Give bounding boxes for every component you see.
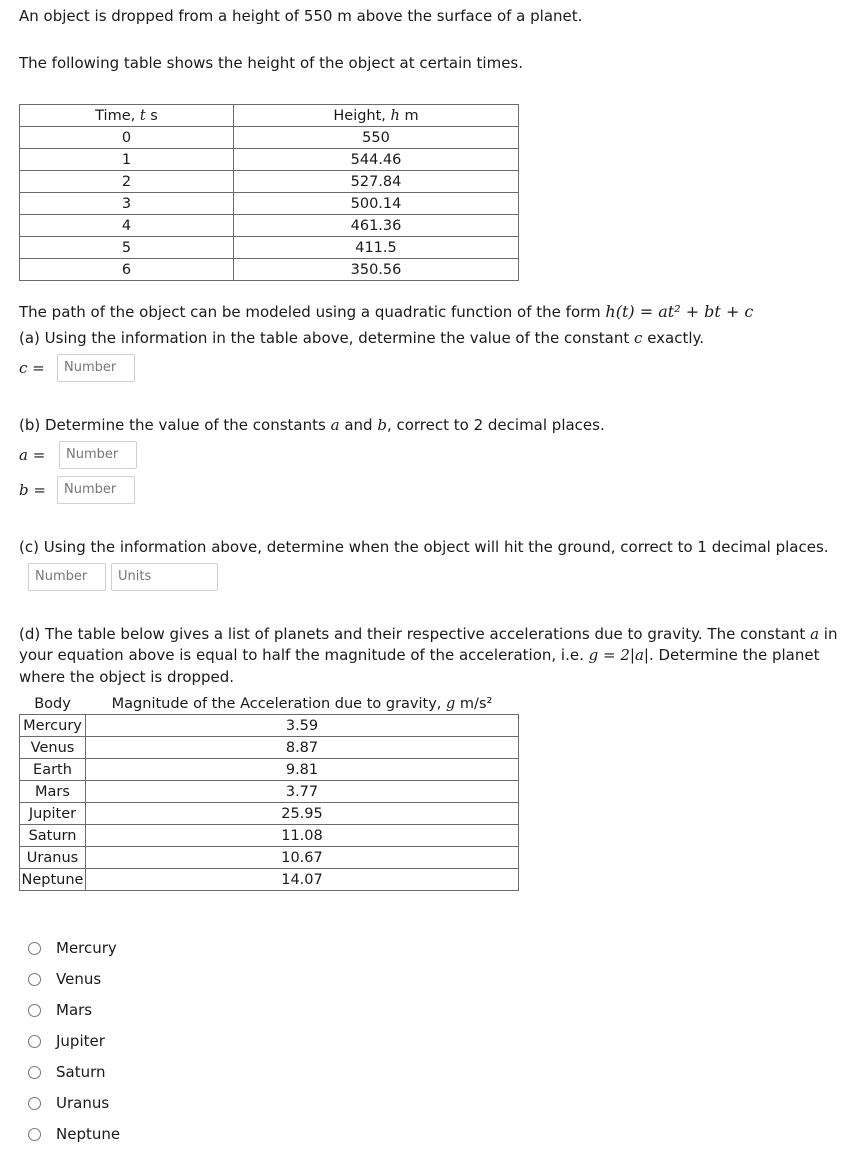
time-number-input[interactable]: Number (28, 563, 106, 591)
body-cell: Mercury (20, 715, 86, 737)
time-header: Time, t s (20, 105, 234, 127)
gravity-cell: 8.87 (86, 737, 519, 759)
gravity-table (19, 693, 519, 891)
gravity-table-header (20, 693, 519, 715)
radio-button[interactable] (28, 1035, 41, 1048)
body-header: Body (34, 695, 71, 712)
time-cell: 2 (20, 171, 234, 193)
part-b-question: (b) Determine the value of the constants a and b, correct to 2 decimal places. (19, 416, 605, 434)
part-a-question: (a) Using the information in the table above, determine the value of the constant c exactly. (19, 329, 705, 347)
time-cell: 3 (20, 193, 234, 215)
height-header: Height, h m (234, 105, 519, 127)
table-row (20, 259, 519, 281)
table-row (20, 237, 519, 259)
a-label: a = (19, 446, 46, 464)
time-cell: 5 (20, 237, 234, 259)
gravity-cell: 3.59 (86, 715, 519, 737)
gravity-cell: 3.77 (86, 781, 519, 803)
acceleration-header: Magnitude of the Acceleration due to gravity, g m/s² (111, 695, 493, 712)
option-mercury[interactable]: Mercury (28, 938, 117, 958)
body-cell: Uranus (20, 847, 86, 869)
table-row (20, 803, 519, 825)
part-c-question: (c) Using the information above, determine when the object will hit the ground, correct to 1 decimal places. (19, 538, 829, 556)
c-input[interactable]: Number (57, 354, 135, 382)
radio-button[interactable] (28, 1004, 41, 1017)
option-uranus[interactable]: Uranus (28, 1093, 109, 1113)
body-cell: Saturn (20, 825, 86, 847)
radio-button[interactable] (28, 942, 41, 955)
height-table (19, 104, 519, 281)
table-row (20, 127, 519, 149)
height-cell: 461.36 (234, 215, 519, 237)
time-cell: 0 (20, 127, 234, 149)
time-cell: 1 (20, 149, 234, 171)
gravity-cell: 11.08 (86, 825, 519, 847)
intro-text: An object is dropped from a height of 550 m above the surface of a planet. (19, 7, 583, 25)
table-row (20, 869, 519, 891)
table-row (20, 193, 519, 215)
table-row (20, 781, 519, 803)
height-cell: 550 (234, 127, 519, 149)
time-cell: 4 (20, 215, 234, 237)
body-cell: Venus (20, 737, 86, 759)
option-neptune[interactable]: Neptune (28, 1124, 120, 1144)
table-row (20, 737, 519, 759)
radio-button[interactable] (28, 973, 41, 986)
time-cell: 6 (20, 259, 234, 281)
table-row (20, 715, 519, 737)
body-cell: Earth (20, 759, 86, 781)
table-row (20, 149, 519, 171)
part-d-line-1: (d) The table below gives a list of planets and their respective accelerations due to gravity. The constant a in (19, 625, 838, 643)
option-saturn[interactable]: Saturn (28, 1062, 106, 1082)
radio-button[interactable] (28, 1066, 41, 1079)
time-units-input[interactable]: Units (111, 563, 218, 591)
body-cell: Mars (20, 781, 86, 803)
table-row (20, 215, 519, 237)
gravity-cell: 9.81 (86, 759, 519, 781)
table-intro-text: The following table shows the height of the object at certain times. (19, 54, 524, 72)
height-cell: 544.46 (234, 149, 519, 171)
b-input[interactable]: Number (57, 476, 135, 504)
gravity-cell: 14.07 (86, 869, 519, 891)
table-row (20, 847, 519, 869)
radio-button[interactable] (28, 1097, 41, 1110)
height-cell: 411.5 (234, 237, 519, 259)
body-cell: Jupiter (20, 803, 86, 825)
model-text: The path of the object can be modeled using a quadratic function of the form (19, 303, 601, 321)
radio-button[interactable] (28, 1128, 41, 1141)
option-mars[interactable]: Mars (28, 1000, 92, 1020)
table-row (20, 825, 519, 847)
body-cell: Neptune (20, 869, 86, 891)
option-venus[interactable]: Venus (28, 969, 101, 989)
part-d-line-3: where the object is dropped. (19, 668, 235, 686)
part-d-line-2: your equation above is equal to half the magnitude of the acceleration, i.e. g = 2|a|. Determine the planet (19, 646, 820, 664)
option-jupiter[interactable]: Jupiter (28, 1031, 105, 1051)
height-table-header (20, 105, 519, 127)
a-input[interactable]: Number (59, 441, 137, 469)
table-row (20, 759, 519, 781)
height-cell: 500.14 (234, 193, 519, 215)
height-cell: 350.56 (234, 259, 519, 281)
gravity-cell: 25.95 (86, 803, 519, 825)
table-row (20, 171, 519, 193)
gravity-cell: 10.67 (86, 847, 519, 869)
c-label: c = (19, 359, 45, 377)
b-label: b = (19, 481, 46, 499)
model-formula: h(t) = at² + bt + c (605, 302, 754, 321)
model-statement (19, 302, 753, 321)
height-cell: 527.84 (234, 171, 519, 193)
